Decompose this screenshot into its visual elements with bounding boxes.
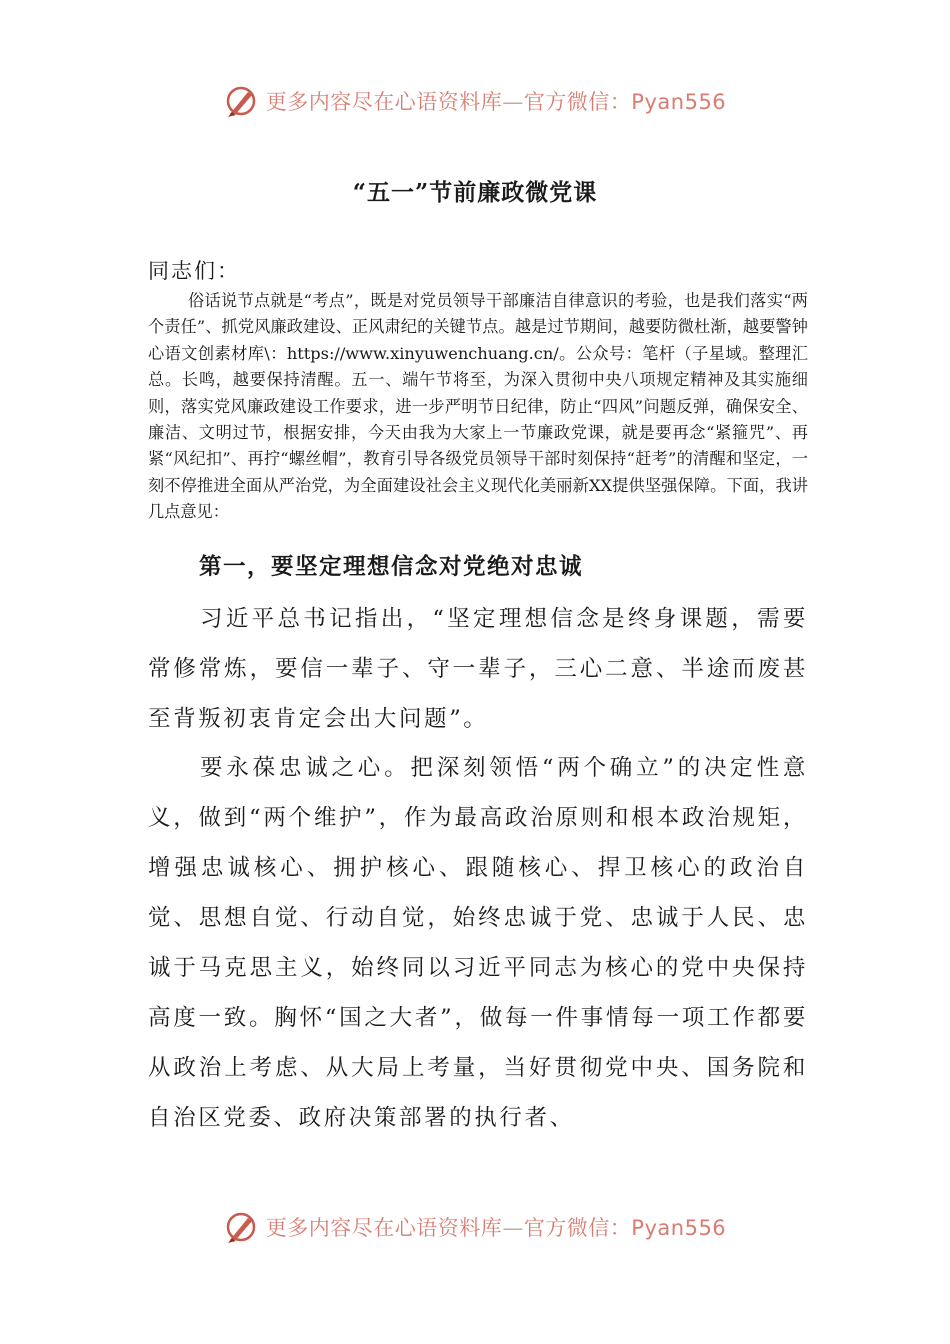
pen-logo-icon (224, 84, 258, 118)
intro-paragraph: 俗话说节点就是“考点”，既是对党员领导干部廉洁自律意识的考验，也是我们落实“两个责任”、抓党风廉政建设、正风肃纪的关键节点。越是过节期间，越要防微杜渐，越要警钟心语文创素材库\：https://www.xinyuwenchuang.cn/。公众号：笔杆（子星域。整理汇总。长鸣，越要保持清醒。五一、端午节将至，为深入贯彻中央八项规定精神及其实施细则，落实党风廉政建设工作要求，进一步严明节日纪律，防止“四风”问题反弹，确保安全、廉洁、文明过节，根据安排，今天由我为大家上一节廉政党课，就是要再念“紧箍咒”、再紧“风纪扣”、再拧“螺丝帽”，教育引导各级党员领导干部时刻保持“赶考”的清醒和坚定，一刻不停推进全面从严治党，为全面建设社会主义现代化美丽新XX提供坚强保障。下面，我讲几点意见： (148, 291, 808, 522)
watermark-text: 更多内容尽在心语资料库—官方微信：Pyan556 (265, 90, 727, 114)
footer-watermark (0, 1210, 950, 1244)
watermark-text: 更多内容尽在心语资料库—官方微信：Pyan556 (265, 1216, 727, 1240)
header-watermark (0, 84, 950, 118)
pen-logo-icon (224, 1210, 258, 1244)
salutation: 同志们： (148, 259, 240, 283)
body-paragraph: 要永葆忠诚之心。把深刻领悟“两个确立”的决定性意义，做到“两个维护”，作为最高政治原则和根本政治规矩，增强忠诚核心、拥护核心、跟随核心、捍卫核心的政治自觉、思想自觉、行动自觉，始终忠诚于党、忠诚于人民、忠诚于马克思主义，始终同以习近平同志为核心的党中央保持高度一致。胸怀“国之大者”，做每一件事情每一项工作都要从政治上考虑、从大局上考量，当好贯彻党中央、国务院和自治区党委、政府决策部署的执行者、 (148, 755, 808, 1131)
section-heading: 第一，要坚定理想信念对党绝对忠诚 (199, 554, 584, 580)
body-paragraph: 习近平总书记指出，“坚定理想信念是终身课题，需要常修常炼，要信一辈子、守一辈子，三心二意、半途而废甚至背叛初衷肯定会出大问题”。 (148, 606, 808, 732)
document-title: “五一”节前廉政微党课 (352, 179, 598, 206)
